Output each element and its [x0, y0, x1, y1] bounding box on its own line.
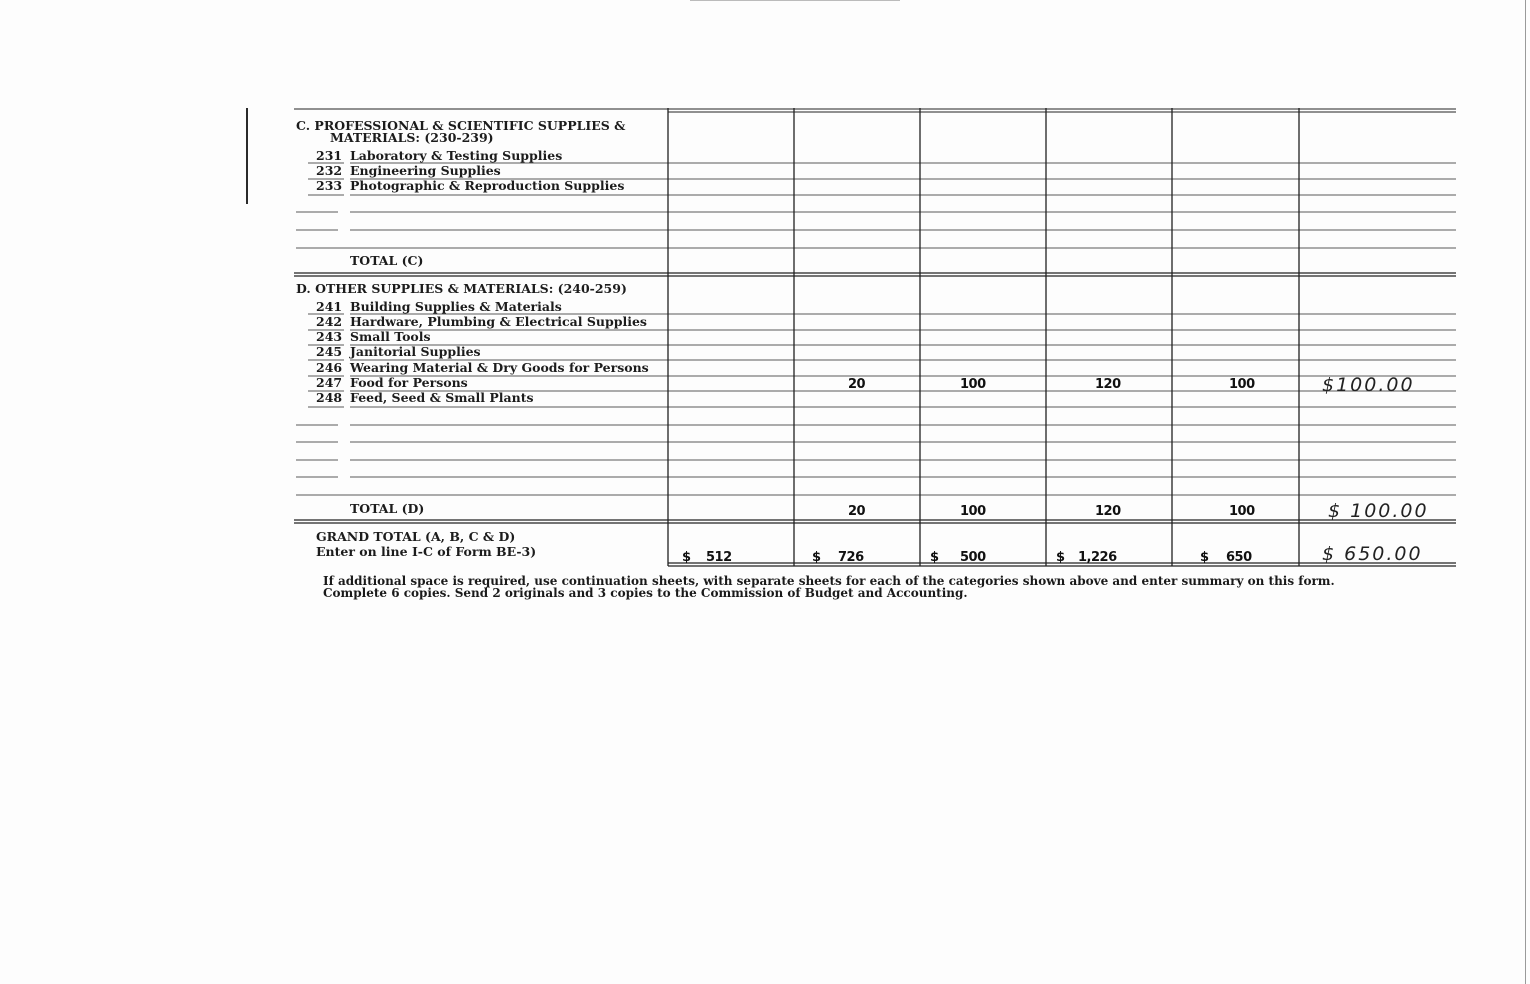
item-code: 233: [316, 178, 343, 193]
section-c-heading: C. PROFESSIONAL & SCIENTIFIC SUPPLIES &: [296, 118, 626, 133]
dollar-sign: $: [1056, 550, 1066, 565]
total-d-col4: 120: [1095, 504, 1121, 519]
item-code: 241: [316, 299, 343, 314]
dollar-sign: $: [1200, 550, 1210, 565]
item-label: Laboratory & Testing Supplies: [350, 148, 563, 163]
grand-total-col1: 512: [706, 550, 732, 565]
food-value-col2: 20: [848, 377, 866, 392]
total-d-label: TOTAL (D): [350, 501, 425, 516]
scan-edge-top: [690, 0, 900, 1]
dollar-sign: $: [682, 550, 692, 565]
food-handwritten-amount: $100.00: [1322, 374, 1415, 396]
total-d-handwritten: $ 100.00: [1328, 500, 1429, 522]
item-label: Food for Persons: [350, 375, 468, 390]
item-code: 231: [316, 148, 343, 163]
total-d-col2: 20: [848, 504, 866, 519]
grand-total-col2: 726: [838, 550, 864, 565]
total-d-col5: 100: [1229, 504, 1255, 519]
total-d-col3: 100: [960, 504, 986, 519]
scan-edge-right: [1525, 0, 1526, 984]
food-value-col3: 100: [960, 377, 986, 392]
item-label: Feed, Seed & Small Plants: [350, 390, 534, 405]
item-label: Small Tools: [350, 329, 431, 344]
item-code: 247: [316, 375, 343, 390]
item-code: 245: [316, 344, 343, 359]
footer-note-continuation: If additional space is required, use continuation sheets, with separate sheets for each of the categories shown above and enter summary on this form.: [323, 574, 1335, 588]
dollar-sign: $: [930, 550, 940, 565]
grand-total-col5: 650: [1226, 550, 1252, 565]
food-value-col5: 100: [1229, 377, 1255, 392]
section-c-heading-cont: MATERIALS: (230-239): [330, 130, 494, 145]
item-label: Building Supplies & Materials: [350, 299, 562, 314]
scan-edge-left: [246, 108, 248, 204]
item-code: 248: [316, 390, 343, 405]
item-code: 242: [316, 314, 343, 329]
grand-total-handwritten: $ 650.00: [1322, 543, 1423, 565]
item-label: Janitorial Supplies: [350, 344, 481, 359]
food-value-col4: 120: [1095, 377, 1121, 392]
grand-total-instruction: Enter on line I-C of Form BE-3): [316, 544, 537, 559]
footer-note-copies: Complete 6 copies. Send 2 originals and 3 copies to the Commission of Budget and Accounting.: [323, 586, 968, 600]
item-label: Wearing Material & Dry Goods for Persons: [350, 360, 649, 375]
item-label: Hardware, Plumbing & Electrical Supplies: [350, 314, 647, 329]
item-code: 246: [316, 360, 343, 375]
item-label: Engineering Supplies: [350, 163, 501, 178]
item-code: 232: [316, 163, 343, 178]
item-label: Photographic & Reproduction Supplies: [350, 178, 625, 193]
grand-total-col4: 1,226: [1078, 550, 1117, 565]
dollar-sign: $: [812, 550, 822, 565]
total-c-label: TOTAL (C): [350, 253, 424, 268]
grand-total-col3: 500: [960, 550, 986, 565]
section-d-heading: D. OTHER SUPPLIES & MATERIALS: (240-259): [296, 281, 627, 296]
item-code: 243: [316, 329, 343, 344]
grand-total-label: GRAND TOTAL (A, B, C & D): [316, 529, 516, 544]
